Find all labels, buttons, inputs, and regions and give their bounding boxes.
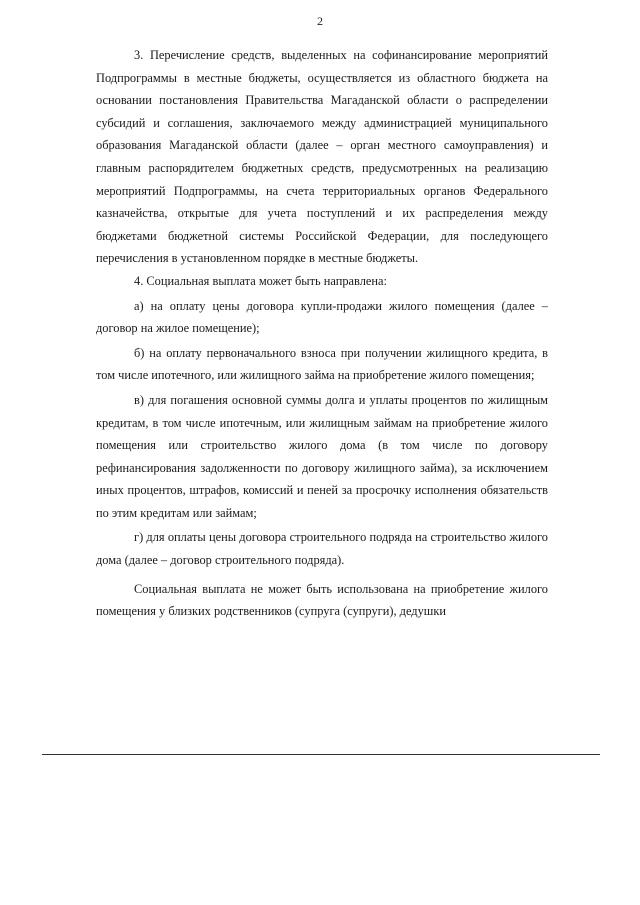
- page-number: 2: [317, 14, 323, 28]
- horizontal-rule: [42, 754, 600, 755]
- item-c-loan-repayment: в) для погашения основной суммы долга и уплаты процентов по жилищным кредитам, в том числе ипотечным, или жилищным займам на приобретение жилого помещения или строительство жилого дома (в том числе по договору рефинансирования задолженности по договору жилищного займа), за исключением иных процентов, штрафов, комиссий и пеней за просрочку исполнения обязательств по этим кредитам или займам;: [96, 392, 548, 520]
- item-d-construction-contract: г) для оплаты цены договора строительного подряда на строительство жилого дома (далее – договор строительного подряда).: [96, 530, 548, 568]
- item-b-down-payment: б) на оплату первоначального взноса при получении жилищного кредита, в том числе ипотечного, или жилищного займа на приобретение жилого помещения;: [96, 345, 548, 383]
- paragraph-3-funding-transfer: 3. Перечисление средств, выделенных на софинансирование мероприятий Подпрограммы в местные бюджеты, осуществляется из областного бюджета на основании постановления Правительства Магаданской области о распределении субсидий и соглашения, заключаемого между администрацией муниципального образования Магаданской области (далее – орган местного самоуправления) и главным распорядителем бюджетных средств, предусмотренных на реализацию мероприятий Подпрограммы, на счета территориальных органов Федерального казначейства, открытые для учета поступлений и их распределения между бюджетами бюджетной системы Российской Федерации, для последующего перечисления в установленном порядке в местные бюджеты.: [96, 48, 548, 266]
- item-a-purchase-contract: а) на оплату цены договора купли-продажи жилого помещения (далее – договор на жилое помещение);: [96, 298, 548, 336]
- document-body: [96, 44, 548, 623]
- paragraph-restriction-relatives: Социальная выплата не может быть использована на приобретение жилого помещения у близких родственников (супруга (супруги), дедушки: [96, 581, 548, 619]
- paragraph-4-payment-purposes: 4. Социальная выплата может быть направлена:: [134, 273, 387, 288]
